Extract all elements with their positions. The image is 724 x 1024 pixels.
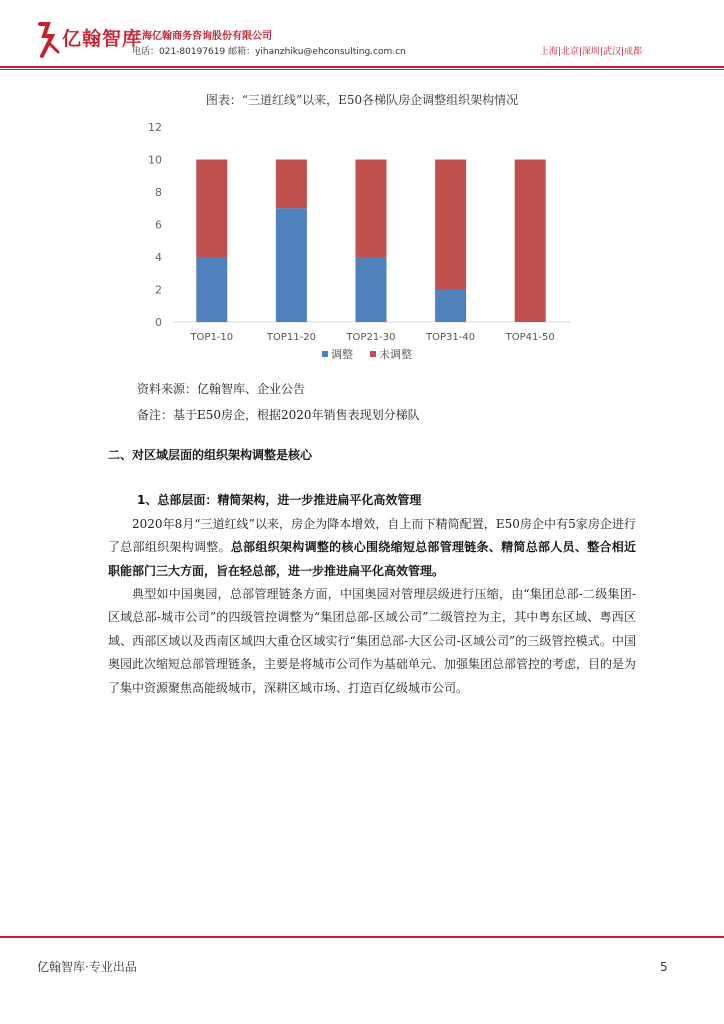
legend-swatch (322, 351, 328, 357)
legend-label: 未调整 (379, 348, 412, 361)
x-category-label: TOP41-50 (505, 332, 555, 343)
legend-swatch (370, 351, 376, 357)
logo-icon (34, 20, 60, 60)
stacked-bar-chart (130, 115, 580, 370)
header-divider (0, 66, 724, 68)
bar-adjusted (356, 257, 387, 322)
y-tick-label: 8 (155, 186, 162, 199)
page-number: 5 (660, 960, 668, 974)
y-tick-label: 0 (155, 316, 162, 329)
logo-text: 亿翰智库 (62, 28, 143, 50)
section-heading: 二、对区域层面的组织架构调整是核心 (108, 448, 313, 462)
bar-not-adjusted (276, 160, 307, 209)
bar-not-adjusted (515, 160, 546, 323)
x-category-label: TOP21-30 (346, 332, 396, 343)
figure-title: 图表：“三道红线”以来，E50各梯队房企调整组织架构情况 (205, 93, 519, 107)
y-tick-label: 2 (155, 283, 162, 297)
contact-info: 电话：021-80197619 邮箱：yihanzhiku@ehconsulting.com.cn (132, 47, 406, 57)
bar-adjusted (435, 290, 466, 323)
paragraph-1 (108, 513, 636, 583)
bar-adjusted (196, 257, 227, 322)
bar-not-adjusted (435, 160, 466, 290)
x-category-label: TOP1-10 (190, 332, 234, 343)
footer-divider (0, 936, 724, 938)
legend-label: 调整 (331, 348, 353, 361)
figure-remark: 备注：基于E50房企，根据2020年销售表现划分梯队 (137, 408, 420, 422)
page-header (0, 0, 724, 70)
bar-not-adjusted (356, 160, 387, 258)
office-cities: 上海|北京|深圳|武汉|成都 (539, 47, 642, 57)
y-tick-label: 6 (155, 218, 162, 232)
company-name: 上海亿翰商务咨询股份有限公司 (132, 31, 272, 42)
footer-brand: 亿翰智库·专业出品 (37, 960, 137, 974)
x-category-label: TOP31-40 (426, 332, 476, 343)
y-tick-label: 4 (155, 251, 162, 264)
subsection-heading: 1、总部层面：精简架构，进一步推进扁平化高效管理 (137, 493, 422, 507)
header-divider-thin (0, 69, 724, 70)
y-tick-label: 10 (148, 153, 162, 167)
paragraph-2: 典型如中国奥园，总部管理链条方面，中国奥园对管理层级进行压缩，由“集团总部-二级集团-区域总部-城市公司”的四级管控调整为“集团总部-区域公司”二级管控为主，其中粤东区域、粤西区域、西部区域以及西南区域四大重仓区域实行“集团总部-大区公司-区域公司”的三级管控模式。中国奥园此次缩短总部管理链条，主要是将城市公司作为基础单元、加强集团总部管控的考虑，目的是为了集中资源聚焦高能级城市，深耕区域市场、打造百亿级城市公司。 (108, 587, 637, 695)
bar-not-adjusted (196, 160, 227, 258)
bar-adjusted (276, 208, 307, 322)
paragraph-1-highlight: 总部组织架构调整的核心围绕缩短总部管理链条、精简总部人员、整合相近职能部门三大方面，旨在轻总部，进一步推进扁平化高效管理。 (108, 540, 636, 578)
x-category-label: TOP11-20 (266, 332, 316, 343)
paragraph-1-text: 2020年8月“三道红线”以来，房企为降本增效，自上而下精简配置，E50房企中有5家房企进行了总部组织架构调整。 (108, 517, 636, 555)
figure-source: 资料来源：亿翰智库、企业公告 (137, 382, 306, 396)
y-tick-label: 12 (148, 121, 162, 134)
